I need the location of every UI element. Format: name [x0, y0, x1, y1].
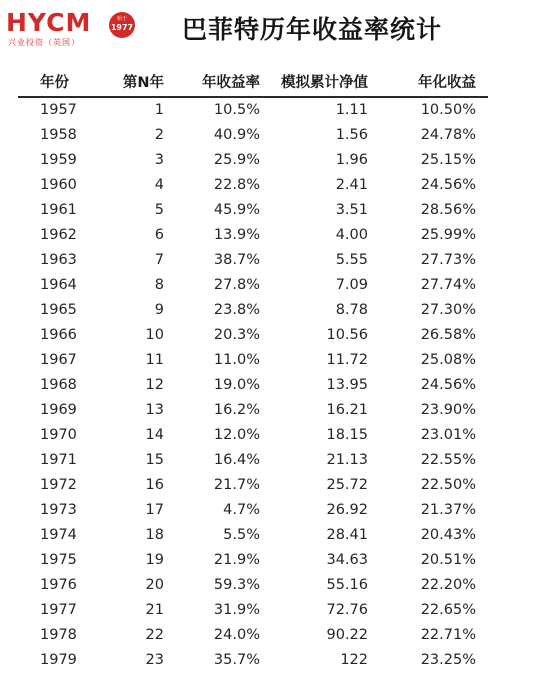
cell-annualized-return: 26.58% [420, 327, 476, 343]
table-row [18, 448, 488, 473]
table-row [18, 273, 488, 298]
cell-year-number: 22 [145, 627, 164, 643]
header-year-number: 第N年 [122, 75, 164, 91]
cell-annualized-return: 10.50% [420, 102, 476, 118]
table-row [18, 198, 488, 223]
cell-cumulative-nav: 16.21 [326, 402, 368, 418]
cell-year: 1961 [40, 202, 77, 218]
table-row [18, 323, 488, 348]
cell-year-number: 10 [145, 327, 164, 343]
cell-year: 1966 [40, 327, 77, 343]
logo-subtitle: 兴业投资（英国） [8, 38, 80, 47]
cell-year: 1958 [40, 127, 77, 143]
table-row [18, 148, 488, 173]
cell-year-number: 6 [154, 227, 164, 243]
cell-year: 1978 [40, 627, 77, 643]
cell-annualized-return: 24.56% [420, 177, 476, 193]
table-row [18, 98, 488, 123]
cell-year-number: 16 [145, 477, 164, 493]
table-row [18, 648, 488, 673]
cell-annual-return: 5.5% [223, 527, 260, 543]
table-header-row [18, 70, 488, 98]
cell-annual-return: 13.9% [213, 227, 260, 243]
cell-year-number: 1 [154, 102, 164, 118]
cell-cumulative-nav: 3.51 [335, 202, 368, 218]
cell-annualized-return: 20.51% [420, 552, 476, 568]
cell-annualized-return: 23.25% [420, 652, 476, 668]
cell-annual-return: 27.8% [213, 277, 260, 293]
cell-annualized-return: 25.99% [420, 227, 476, 243]
cell-year: 1969 [40, 402, 77, 418]
cell-year: 1962 [40, 227, 77, 243]
cell-annual-return: 38.7% [213, 252, 260, 268]
header-annual-return: 年收益率 [202, 75, 260, 91]
table-body [18, 98, 488, 673]
logo-wordmark: HYCM [6, 8, 92, 37]
cell-year: 1972 [40, 477, 77, 493]
table-row [18, 573, 488, 598]
cell-year: 1973 [40, 502, 77, 518]
cell-cumulative-nav: 4.00 [335, 227, 368, 243]
table-row [18, 223, 488, 248]
cell-year-number: 11 [145, 352, 164, 368]
logo-badge [109, 12, 135, 38]
cell-annual-return: 45.9% [213, 202, 260, 218]
cell-year-number: 23 [145, 652, 164, 668]
cell-year-number: 13 [145, 402, 164, 418]
table-row [18, 373, 488, 398]
cell-cumulative-nav: 11.72 [326, 352, 368, 368]
table-row [18, 348, 488, 373]
cell-cumulative-nav: 72.76 [326, 602, 368, 618]
cell-year: 1976 [40, 577, 77, 593]
cell-annual-return: 20.3% [213, 327, 260, 343]
cell-year: 1957 [40, 102, 77, 118]
cell-annualized-return: 23.90% [420, 402, 476, 418]
table-row [18, 248, 488, 273]
cell-year: 1975 [40, 552, 77, 568]
cell-year: 1963 [40, 252, 77, 268]
cell-annual-return: 59.3% [213, 577, 260, 593]
cell-cumulative-nav: 5.55 [335, 252, 368, 268]
cell-annual-return: 11.0% [213, 352, 260, 368]
cell-cumulative-nav: 10.56 [326, 327, 368, 343]
cell-cumulative-nav: 2.41 [335, 177, 368, 193]
cell-annual-return: 19.0% [213, 377, 260, 393]
cell-annual-return: 21.7% [213, 477, 260, 493]
cell-annualized-return: 27.73% [420, 252, 476, 268]
table-row [18, 548, 488, 573]
cell-annual-return: 22.8% [213, 177, 260, 193]
cell-annualized-return: 28.56% [420, 202, 476, 218]
table-row [18, 498, 488, 523]
cell-annual-return: 10.5% [213, 102, 260, 118]
cell-annualized-return: 27.74% [420, 277, 476, 293]
cell-year-number: 12 [145, 377, 164, 393]
cell-cumulative-nav: 7.09 [335, 277, 368, 293]
cell-year-number: 20 [145, 577, 164, 593]
cell-year: 1965 [40, 302, 77, 318]
cell-year: 1959 [40, 152, 77, 168]
cell-annualized-return: 24.56% [420, 377, 476, 393]
cell-annual-return: 31.9% [213, 602, 260, 618]
cell-year-number: 15 [145, 452, 164, 468]
cell-cumulative-nav: 55.16 [326, 577, 368, 593]
page-title: 巴菲特历年收益率统计 [182, 15, 443, 44]
cell-annual-return: 16.4% [213, 452, 260, 468]
cell-cumulative-nav: 1.56 [335, 127, 368, 143]
cell-cumulative-nav: 34.63 [326, 552, 368, 568]
cell-annualized-return: 22.20% [420, 577, 476, 593]
cell-year-number: 18 [145, 527, 164, 543]
cell-year-number: 5 [154, 202, 164, 218]
table-row [18, 423, 488, 448]
table-row [18, 473, 488, 498]
cell-year: 1967 [40, 352, 77, 368]
table-row [18, 298, 488, 323]
cell-cumulative-nav: 122 [340, 652, 368, 668]
cell-annualized-return: 25.08% [420, 352, 476, 368]
cell-cumulative-nav: 28.41 [326, 527, 368, 543]
cell-cumulative-nav: 25.72 [326, 477, 368, 493]
cell-year-number: 2 [154, 127, 164, 143]
cell-annualized-return: 23.01% [420, 427, 476, 443]
badge-year-text: 1977 [110, 23, 134, 32]
cell-cumulative-nav: 18.15 [326, 427, 368, 443]
badge-top-text: 始于 [116, 16, 127, 22]
cell-year: 1971 [40, 452, 77, 468]
cell-cumulative-nav: 21.13 [326, 452, 368, 468]
header-cumulative-nav: 模拟累计净值 [281, 75, 368, 91]
cell-year-number: 14 [145, 427, 164, 443]
cell-annualized-return: 27.30% [420, 302, 476, 318]
cell-annualized-return: 20.43% [420, 527, 476, 543]
cell-annualized-return: 25.15% [420, 152, 476, 168]
table-row [18, 173, 488, 198]
table-row [18, 623, 488, 648]
cell-cumulative-nav: 1.11 [335, 102, 368, 118]
table-row [18, 123, 488, 148]
cell-annualized-return: 21.37% [420, 502, 476, 518]
cell-annual-return: 40.9% [213, 127, 260, 143]
cell-year: 1968 [40, 377, 77, 393]
cell-year: 1974 [40, 527, 77, 543]
cell-cumulative-nav: 13.95 [326, 377, 368, 393]
header-annualized-return: 年化收益 [418, 75, 476, 91]
cell-year-number: 9 [154, 302, 164, 318]
cell-year: 1979 [40, 652, 77, 668]
returns-table [18, 70, 488, 673]
cell-annual-return: 35.7% [213, 652, 260, 668]
brand-logo [6, 8, 146, 48]
table-row [18, 523, 488, 548]
table-row [18, 598, 488, 623]
cell-annual-return: 23.8% [213, 302, 260, 318]
cell-annualized-return: 22.71% [420, 627, 476, 643]
cell-year-number: 19 [145, 552, 164, 568]
cell-cumulative-nav: 26.92 [326, 502, 368, 518]
cell-annual-return: 12.0% [213, 427, 260, 443]
cell-annual-return: 24.0% [213, 627, 260, 643]
cell-annualized-return: 22.50% [420, 477, 476, 493]
cell-year-number: 3 [154, 152, 164, 168]
cell-year: 1960 [40, 177, 77, 193]
table-row [18, 398, 488, 423]
cell-year-number: 17 [145, 502, 164, 518]
cell-year-number: 4 [154, 177, 164, 193]
cell-annual-return: 4.7% [223, 502, 260, 518]
cell-annual-return: 21.9% [213, 552, 260, 568]
cell-annualized-return: 22.55% [420, 452, 476, 468]
cell-annual-return: 25.9% [213, 152, 260, 168]
cell-annualized-return: 22.65% [420, 602, 476, 618]
cell-annualized-return: 24.78% [420, 127, 476, 143]
cell-year-number: 7 [154, 252, 164, 268]
cell-cumulative-nav: 1.96 [335, 152, 368, 168]
cell-cumulative-nav: 8.78 [335, 302, 368, 318]
cell-year: 1970 [40, 427, 77, 443]
cell-year-number: 8 [154, 277, 164, 293]
cell-year: 1977 [40, 602, 77, 618]
cell-annual-return: 16.2% [213, 402, 260, 418]
header-year: 年份 [40, 75, 69, 91]
cell-year-number: 21 [145, 602, 164, 618]
cell-cumulative-nav: 90.22 [326, 627, 368, 643]
cell-year: 1964 [40, 277, 77, 293]
